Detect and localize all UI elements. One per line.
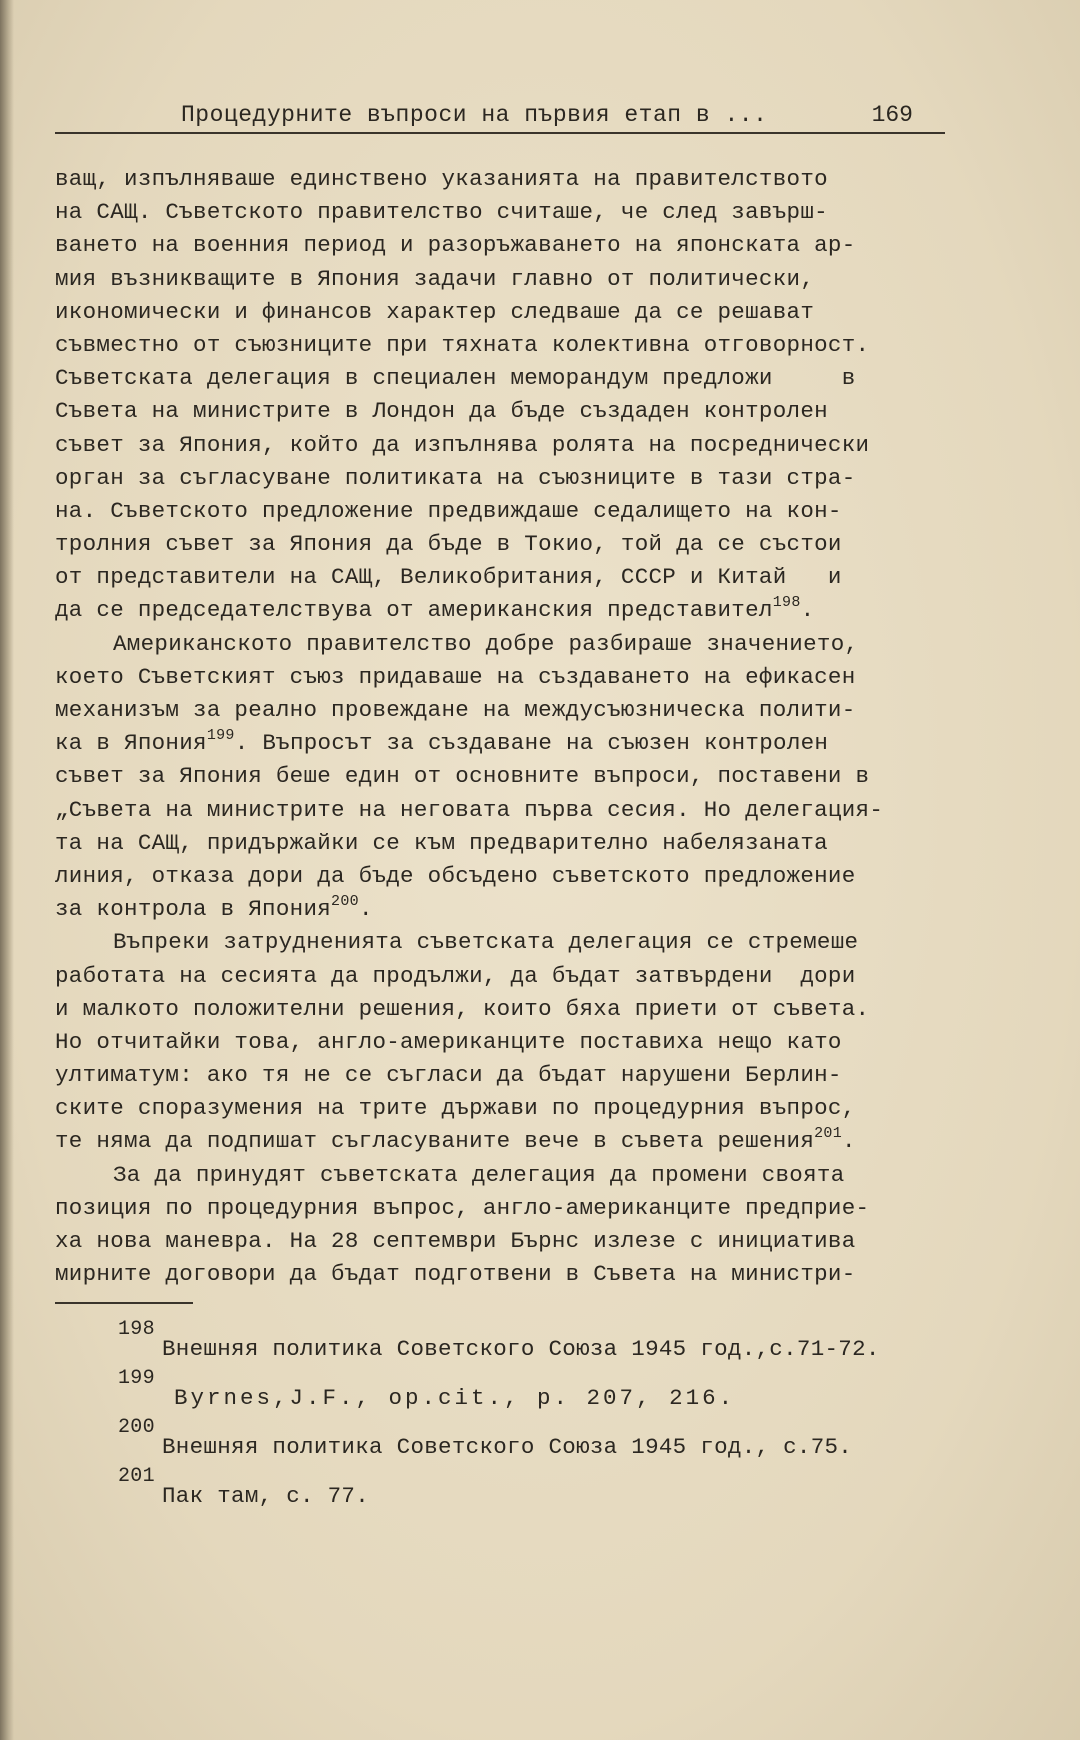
footnote-text: Внешняя политика Советского Союза 1945 год.,с.71-72. <box>162 1336 880 1362</box>
text-segment: да се председателствува от американския представител <box>55 597 773 624</box>
text-segment: . <box>842 1128 856 1155</box>
text-line: ултиматум: ако тя не се съгласи да бъдат нарушени Берлин- <box>55 1062 842 1089</box>
running-title: Процедурните въпроси на първия етап в ... <box>181 102 768 128</box>
footnote-198 <box>118 1318 978 1367</box>
text-line: на САЩ. Съветското правителство считаше, че след завърш- <box>55 199 828 226</box>
text-line: съвместно от съюзниците при тяхната колективна отговорност. <box>55 331 870 358</box>
text-line: ващ, изпълняваше единствено указанията на правителството <box>55 166 828 192</box>
footnote-ref-198: 198 <box>772 593 801 611</box>
footnote-199 <box>118 1367 978 1416</box>
text-line: Но отчитайки това, англо-американците поставиха нещо като <box>55 1028 842 1055</box>
text-segment: за контрола в Япония <box>55 896 332 923</box>
text-line: ването на военния период и разоръжаването на японската ар- <box>55 232 856 259</box>
text-line: мирните договори да бъдат подготвени в Съвета на министри- <box>55 1261 856 1288</box>
text-line-with-ref <box>55 594 955 627</box>
footnote-number: 201 <box>118 1465 155 1488</box>
footnote-number: 200 <box>118 1416 155 1439</box>
page-number: 169 <box>871 102 913 128</box>
footnote-text: Внешняя политика Советского Союза 1945 год., с.75. <box>162 1434 853 1460</box>
text-segment: . <box>358 896 373 923</box>
text-line: Съвета на министрите в Лондон да бъде създаден контролен <box>55 398 828 425</box>
paragraph-start-line: Американското правителство добре разбираше значението, <box>113 630 859 657</box>
text-line: „Съвета на министрите на неговата първа сесия. Но делегация- <box>55 796 884 823</box>
text-line: работата на сесията да продължи, да бъдат затвърдени дори <box>55 962 856 989</box>
footnotes <box>118 1318 978 1514</box>
footnote-separator <box>55 1302 193 1304</box>
footnote-text: Пак там, с. 77. <box>162 1483 370 1509</box>
footnote-text: Byrnes,J.F., op.cit., p. 207, 216. <box>174 1385 736 1411</box>
text-line: механизъм за реално провеждане на междусъюзническа полити- <box>55 697 856 723</box>
text-line: което Съветският съюз придаваше на създаването на ефикасен <box>55 663 856 690</box>
text-line: тролния съвет за Япония да бъде в Токио, той да се състои <box>55 531 842 558</box>
text-line: ха нова маневра. На 28 септември Бърнс излезе с инициатива <box>55 1228 856 1254</box>
footnote-201 <box>118 1465 978 1514</box>
text-line-with-ref <box>55 727 955 760</box>
text-line: Съветската делегация в специален меморандум предложи в <box>55 365 856 392</box>
text-line: съвет за Япония беше един от основните въпроси, поставени в <box>55 763 870 790</box>
text-segment: . <box>800 597 815 624</box>
text-line: орган за съгласуване политиката на съюзниците в тази стра- <box>55 464 856 491</box>
body-text <box>55 163 955 1291</box>
footnote-ref-200: 200 <box>331 892 359 910</box>
text-line: та на САЩ, придържайки се към предварително набелязаната <box>55 829 828 856</box>
text-line: ските споразумения на трите държави по процедурния въпрос, <box>55 1095 856 1122</box>
paragraph-start-line: За да принудят съветската делегация да промени своята <box>113 1161 845 1188</box>
page-spine-shadow <box>0 0 14 1740</box>
footnote-number: 199 <box>118 1367 155 1390</box>
text-segment: те няма да подпишат съгласуваните вече в съвета решения <box>55 1128 815 1155</box>
text-line: съвет за Япония, който да изпълнява ролята на посреднически <box>55 431 870 458</box>
footnote-number: 198 <box>118 1318 155 1341</box>
footnote-ref-199: 199 <box>206 726 235 744</box>
text-line: на. Съветското предложение предвиждаше седалището на кон- <box>55 497 842 524</box>
text-line: от представители на САЩ, Великобритания, СССР и Китай и <box>55 564 842 591</box>
text-segment: ка в Япония <box>55 730 207 757</box>
text-line: мия възникващите в Япония задачи главно от политически, <box>55 265 815 292</box>
footnote-200 <box>118 1416 978 1465</box>
text-line: и малкото положителни решения, които бяха приети от съвета. <box>55 995 870 1022</box>
text-line-with-ref <box>55 1125 955 1158</box>
footnote-ref-201: 201 <box>814 1124 843 1142</box>
running-header <box>55 100 945 134</box>
text-line-with-ref <box>55 893 955 926</box>
text-line: позиция по процедурния въпрос, англо-американците предприе- <box>55 1194 870 1221</box>
text-segment: . Въпросът за създаване на съюзен контролен <box>234 730 829 757</box>
text-line: линия, отказа дори да бъде обсъдено съветското предложение <box>55 862 856 889</box>
paragraph-start-line: Въпреки затрудненията съветската делегация се стремеше <box>113 929 859 956</box>
text-line: икономически и финансов характер следваше да се решават <box>55 298 815 325</box>
